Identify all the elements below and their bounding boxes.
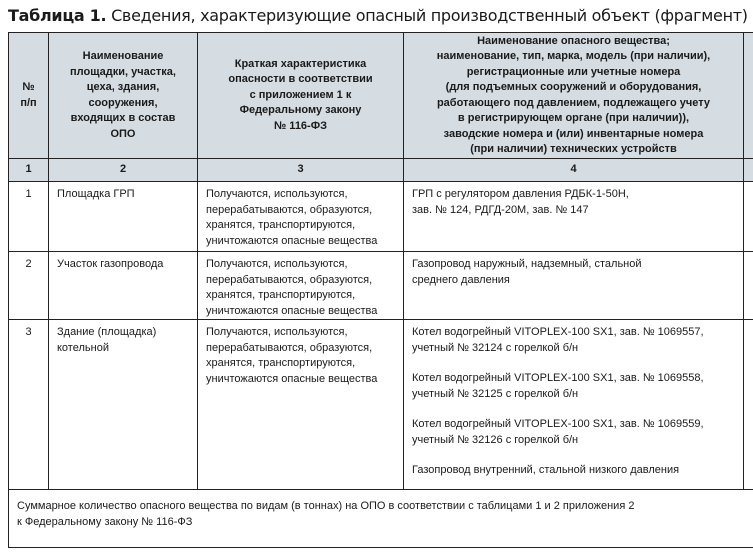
row-1-extra: [744, 182, 753, 252]
row-2-number: 2: [9, 252, 49, 320]
header-site: Наименование площадки, участка, цеха, здания, сооружения, входящих в состав ОПО: [49, 33, 198, 159]
row-1-item-1: ГРП с регулятором давления РДБК-1-50Н, зав. № 124, РДГД-20М, зав. № 147: [412, 188, 629, 216]
row-3-item-3: Котел водогрейный VITOPLEX-100 SX1, зав. № 1069559, учетный № 32126 с горелкой б/н: [412, 418, 704, 446]
column-number-3: 3: [198, 159, 404, 182]
row-3-item-1: Котел водогрейный VITOPLEX-100 SX1, зав. № 1069557, учетный № 32124 с горелкой б/н: [412, 326, 704, 354]
column-number-2: 2: [49, 159, 198, 182]
header-number: № п/п: [9, 33, 49, 159]
row-2-hazard: Получаются, используются, перерабатываются, образуются, хранятся, транспортируются, уничтожаются опасные вещества: [198, 252, 404, 320]
column-number-extra: [744, 159, 753, 182]
row-1-site: Площадка ГРП: [49, 182, 198, 252]
row-2-extra: [744, 252, 753, 320]
row-3-item-2: Котел водогрейный VITOPLEX-100 SX1, зав. № 1069558, учетный № 32125 с горелкой б/н: [412, 372, 704, 400]
footer-note: Суммарное количество опасного вещества по видам (в тоннах) на ОПО в соответствии с таблицами 1 и 2 приложения 2 к Федеральному закону № 116-ФЗ: [9, 490, 753, 548]
column-number-1: 1: [9, 159, 49, 182]
row-1-hazard: Получаются, используются, перерабатываются, образуются, хранятся, транспортируются, уничтожаются опасные вещества: [198, 182, 404, 252]
caption-text: Сведения, характеризующие опасный производственный объект (фрагмент): [111, 6, 748, 25]
row-3-extra: [744, 320, 753, 490]
row-2-item-1: Газопровод наружный, надземный, стальной среднего давления: [412, 258, 642, 286]
caption-label: Таблица 1.: [8, 6, 107, 25]
table-caption: [8, 6, 748, 25]
row-3-item-4: Газопровод внутренний, стальной низкого давления: [412, 464, 680, 476]
header-substance: Наименование опасного вещества; наименование, тип, марка, модель (при наличии), регистрационные или учетные номера (для подъемных сооружений и оборудования, работающего под давлением, подлежащего учету в регистрирующем органе (при наличии)), заводские номера и (или) инвентарные номера (при наличии) технических устройств: [404, 33, 744, 159]
row-3-number: 3: [9, 320, 49, 490]
row-2-site: Участок газопровода: [49, 252, 198, 320]
row-3-site: Здание (площадка) котельной: [49, 320, 198, 490]
row-3-substance: [404, 320, 744, 490]
header-hazard: Краткая характеристика опасности в соответствии с приложением 1 к Федеральному закону № 116-ФЗ: [198, 33, 404, 159]
row-3-hazard: Получаются, используются, перерабатываются, образуются, хранятся, транспортируются, уничтожаются опасные вещества: [198, 320, 404, 490]
column-number-4: 4: [404, 159, 744, 182]
row-2-substance: [404, 252, 744, 320]
header-extra: [744, 33, 753, 159]
row-1-number: 1: [9, 182, 49, 252]
row-1-substance: [404, 182, 744, 252]
hazard-table: [8, 32, 753, 548]
